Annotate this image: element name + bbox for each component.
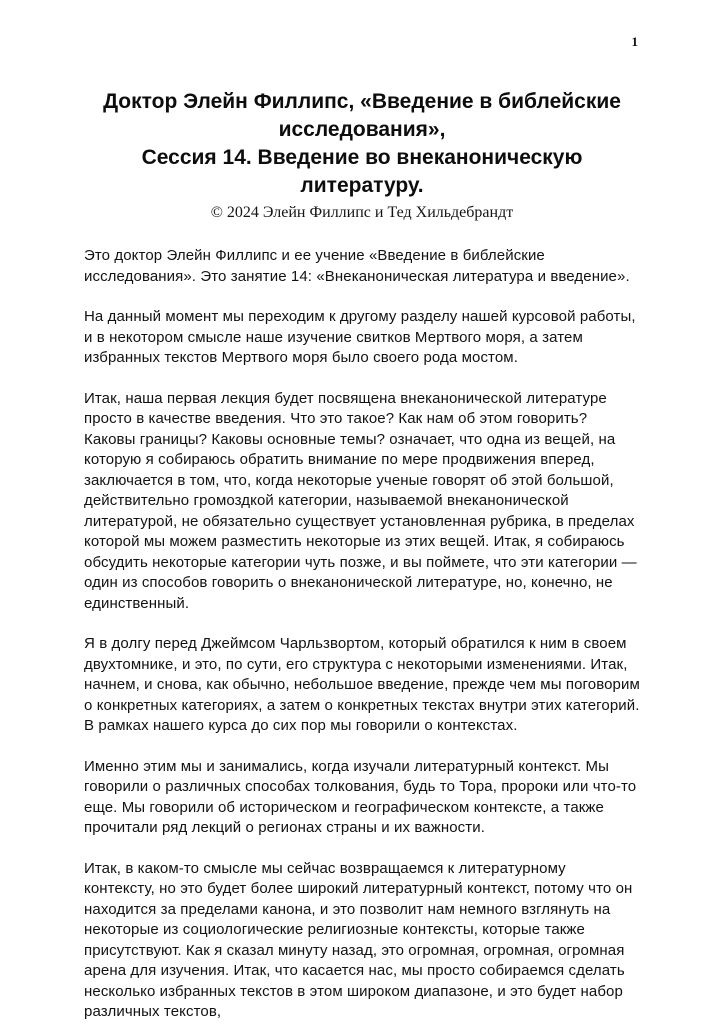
paragraph-contexts: Именно этим мы и занимались, когда изучали литературный контекст. Мы говорили о различных способах толкования, будь то Тора, пророки или что-то еще. Мы говорили об историческом и географическом контексте, а также прочитали ряд лекций о регионах страны и их важности. [84, 757, 637, 836]
document-title [95, 88, 629, 200]
document-body [84, 246, 640, 1023]
paragraph-intro: Это доктор Элейн Филлипс и ее учение «Введение в библейские исследования». Это занятие 14: «Внеканоническая литература и введение». [84, 247, 630, 285]
paragraph-first-lecture: Итак, наша первая лекция будет посвящена внеканонической литературе просто в качестве введения. Что это такое? Как нам об этом говорить? Каковы границы? Каковы основные темы? означает, что одна из вещей, на которую я собираюсь обратить внимание по мере продвижения вперед, заключается в том, что, когда некоторые ученые говорят об этой большой, действительно громоздкой категории, называемой внеканонической литературой, не обязательно существует установленная рубрика, в пределах которой мы можем разместить некоторые из этих вещей. Итак, я собираюсь обсудить некоторые категории чуть позже, и вы поймете, что эти категории — один из способов говорить о внеканонической литературе, но, конечно, не единственный. [84, 389, 637, 612]
paragraph-transition: На данный момент мы переходим к другому разделу нашей курсовой работы, и в некотором смысле наше изучение свитков Мертвого моря, а затем избранных текстов Мертвого моря было своего рода мостом. [84, 308, 636, 366]
page-number: 1 [631, 34, 638, 49]
title-line-course: Доктор Элейн Филлипс, «Введение в библейские исследования», [103, 90, 621, 141]
paragraph-charlesworth: Я в долгу перед Джеймсом Чарльзвортом, который обратился к ним в своем двухтомнике, и это, по сути, его структура с некоторыми изменениями. Итак, начнем, и снова, как обычно, небольшое введение, прежде чем мы поговорим о конкретных категориях, а затем о конкретных текстах внутри этих категорий. В рамках нашего курса до сих пор мы говорили о контекстах. [84, 635, 640, 734]
copyright-line: © 2024 Элейн Филлипс и Тед Хильдебрандт [210, 204, 514, 221]
paragraph-literary-context: Итак, в каком-то смысле мы сейчас возвращаемся к литературному контексту, но это будет более широкий литературный контекст, потому что он находится за пределами канона, и это позволит нам немного взглянуть на некоторые из социологические религиозные контексты, которые также присутствуют. Как я сказал минуту назад, это огромная, огромная, огромная арена для изучения. Итак, что касается нас, мы просто собираемся сделать несколько избранных текстов в этом широком диапазоне, и это будет набор различных текстов, [84, 859, 633, 1020]
title-line-session: Сессия 14. Введение во внеканоническую литературу. [141, 146, 583, 197]
